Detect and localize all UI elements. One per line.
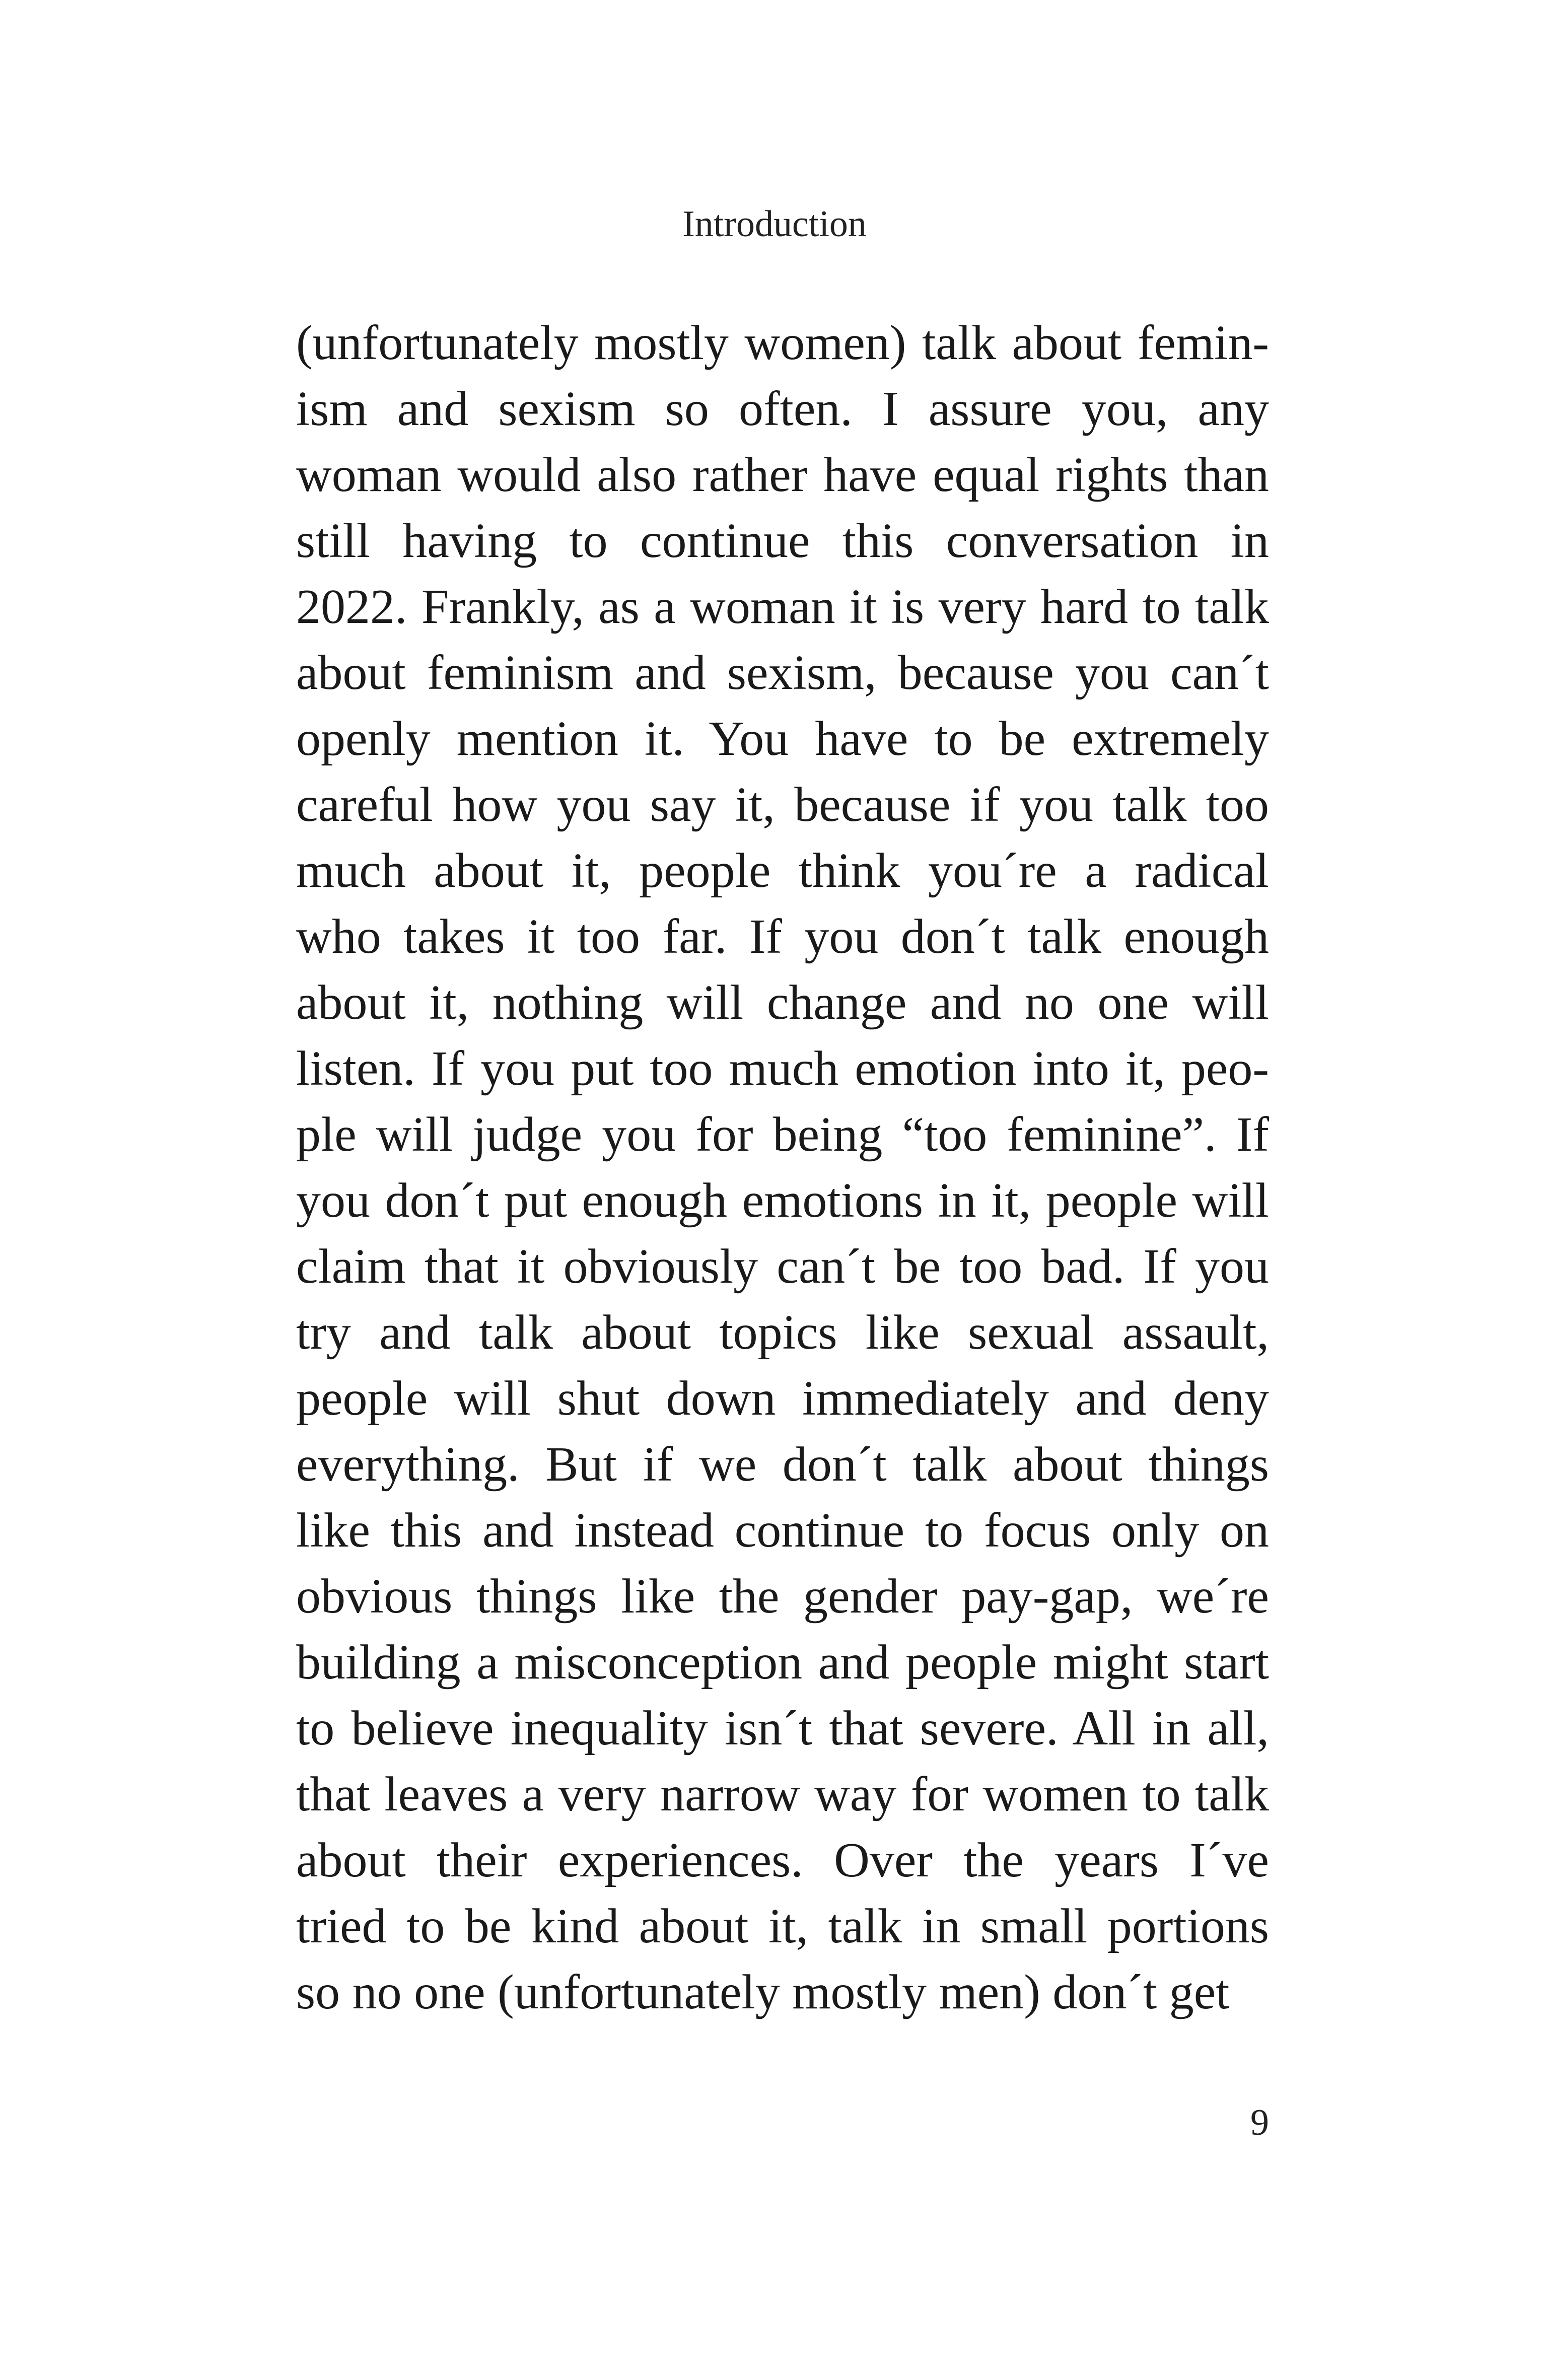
text-line: so no one (unfortunately mostly men) don´t get	[296, 1965, 1230, 2019]
text-line: everything. But if we don´t talk about things	[296, 1437, 1269, 1492]
text-line: tried to be kind about it, talk in small portions	[296, 1899, 1269, 1953]
text-line: you don´t put enough emotions in it, people will	[296, 1173, 1269, 1228]
text-line: much about it, people think you´re a radical	[296, 844, 1269, 898]
text-line: ple will judge you for being “too feminine”. If	[296, 1107, 1269, 1162]
running-head: Introduction	[682, 203, 867, 245]
text-line: about feminism and sexism, because you can´t	[296, 646, 1269, 700]
text-line: about their experiences. Over the years I´ve	[296, 1833, 1269, 1887]
text-line: woman would also rather have equal rights than	[296, 448, 1269, 502]
text-line: openly mention it. You have to be extremely	[296, 712, 1269, 766]
text-line: (unfortunately mostly women) talk about femin-	[296, 316, 1269, 370]
text-line: to believe inequality isn´t that severe. All in all,	[296, 1701, 1269, 1756]
text-line: who takes it too far. If you don´t talk enough	[296, 909, 1269, 964]
text-line: claim that it obviously can´t be too bad. If you	[296, 1239, 1269, 1294]
text-line: building a misconception and people might start	[296, 1635, 1269, 1690]
text-line: like this and instead continue to focus only on	[296, 1503, 1269, 1558]
text-line: that leaves a very narrow way for women to talk	[296, 1767, 1269, 1822]
text-line: listen. If you put too much emotion into it, peo-	[296, 1041, 1269, 1096]
text-line: ism and sexism so often. I assure you, any	[296, 382, 1269, 436]
text-line: people will shut down immediately and deny	[296, 1371, 1269, 1426]
text-line: still having to continue this conversation in	[296, 514, 1269, 568]
text-line: obvious things like the gender pay-gap, we´re	[296, 1569, 1269, 1624]
text-line: 2022. Frankly, as a woman it is very hard to talk	[296, 580, 1269, 634]
page-number: 9	[1250, 2102, 1269, 2143]
text-line: try and talk about topics like sexual assault,	[296, 1305, 1269, 1360]
text-line: about it, nothing will change and no one will	[296, 975, 1269, 1030]
text-line: careful how you say it, because if you talk too	[296, 778, 1269, 832]
body-text	[296, 310, 1269, 2025]
